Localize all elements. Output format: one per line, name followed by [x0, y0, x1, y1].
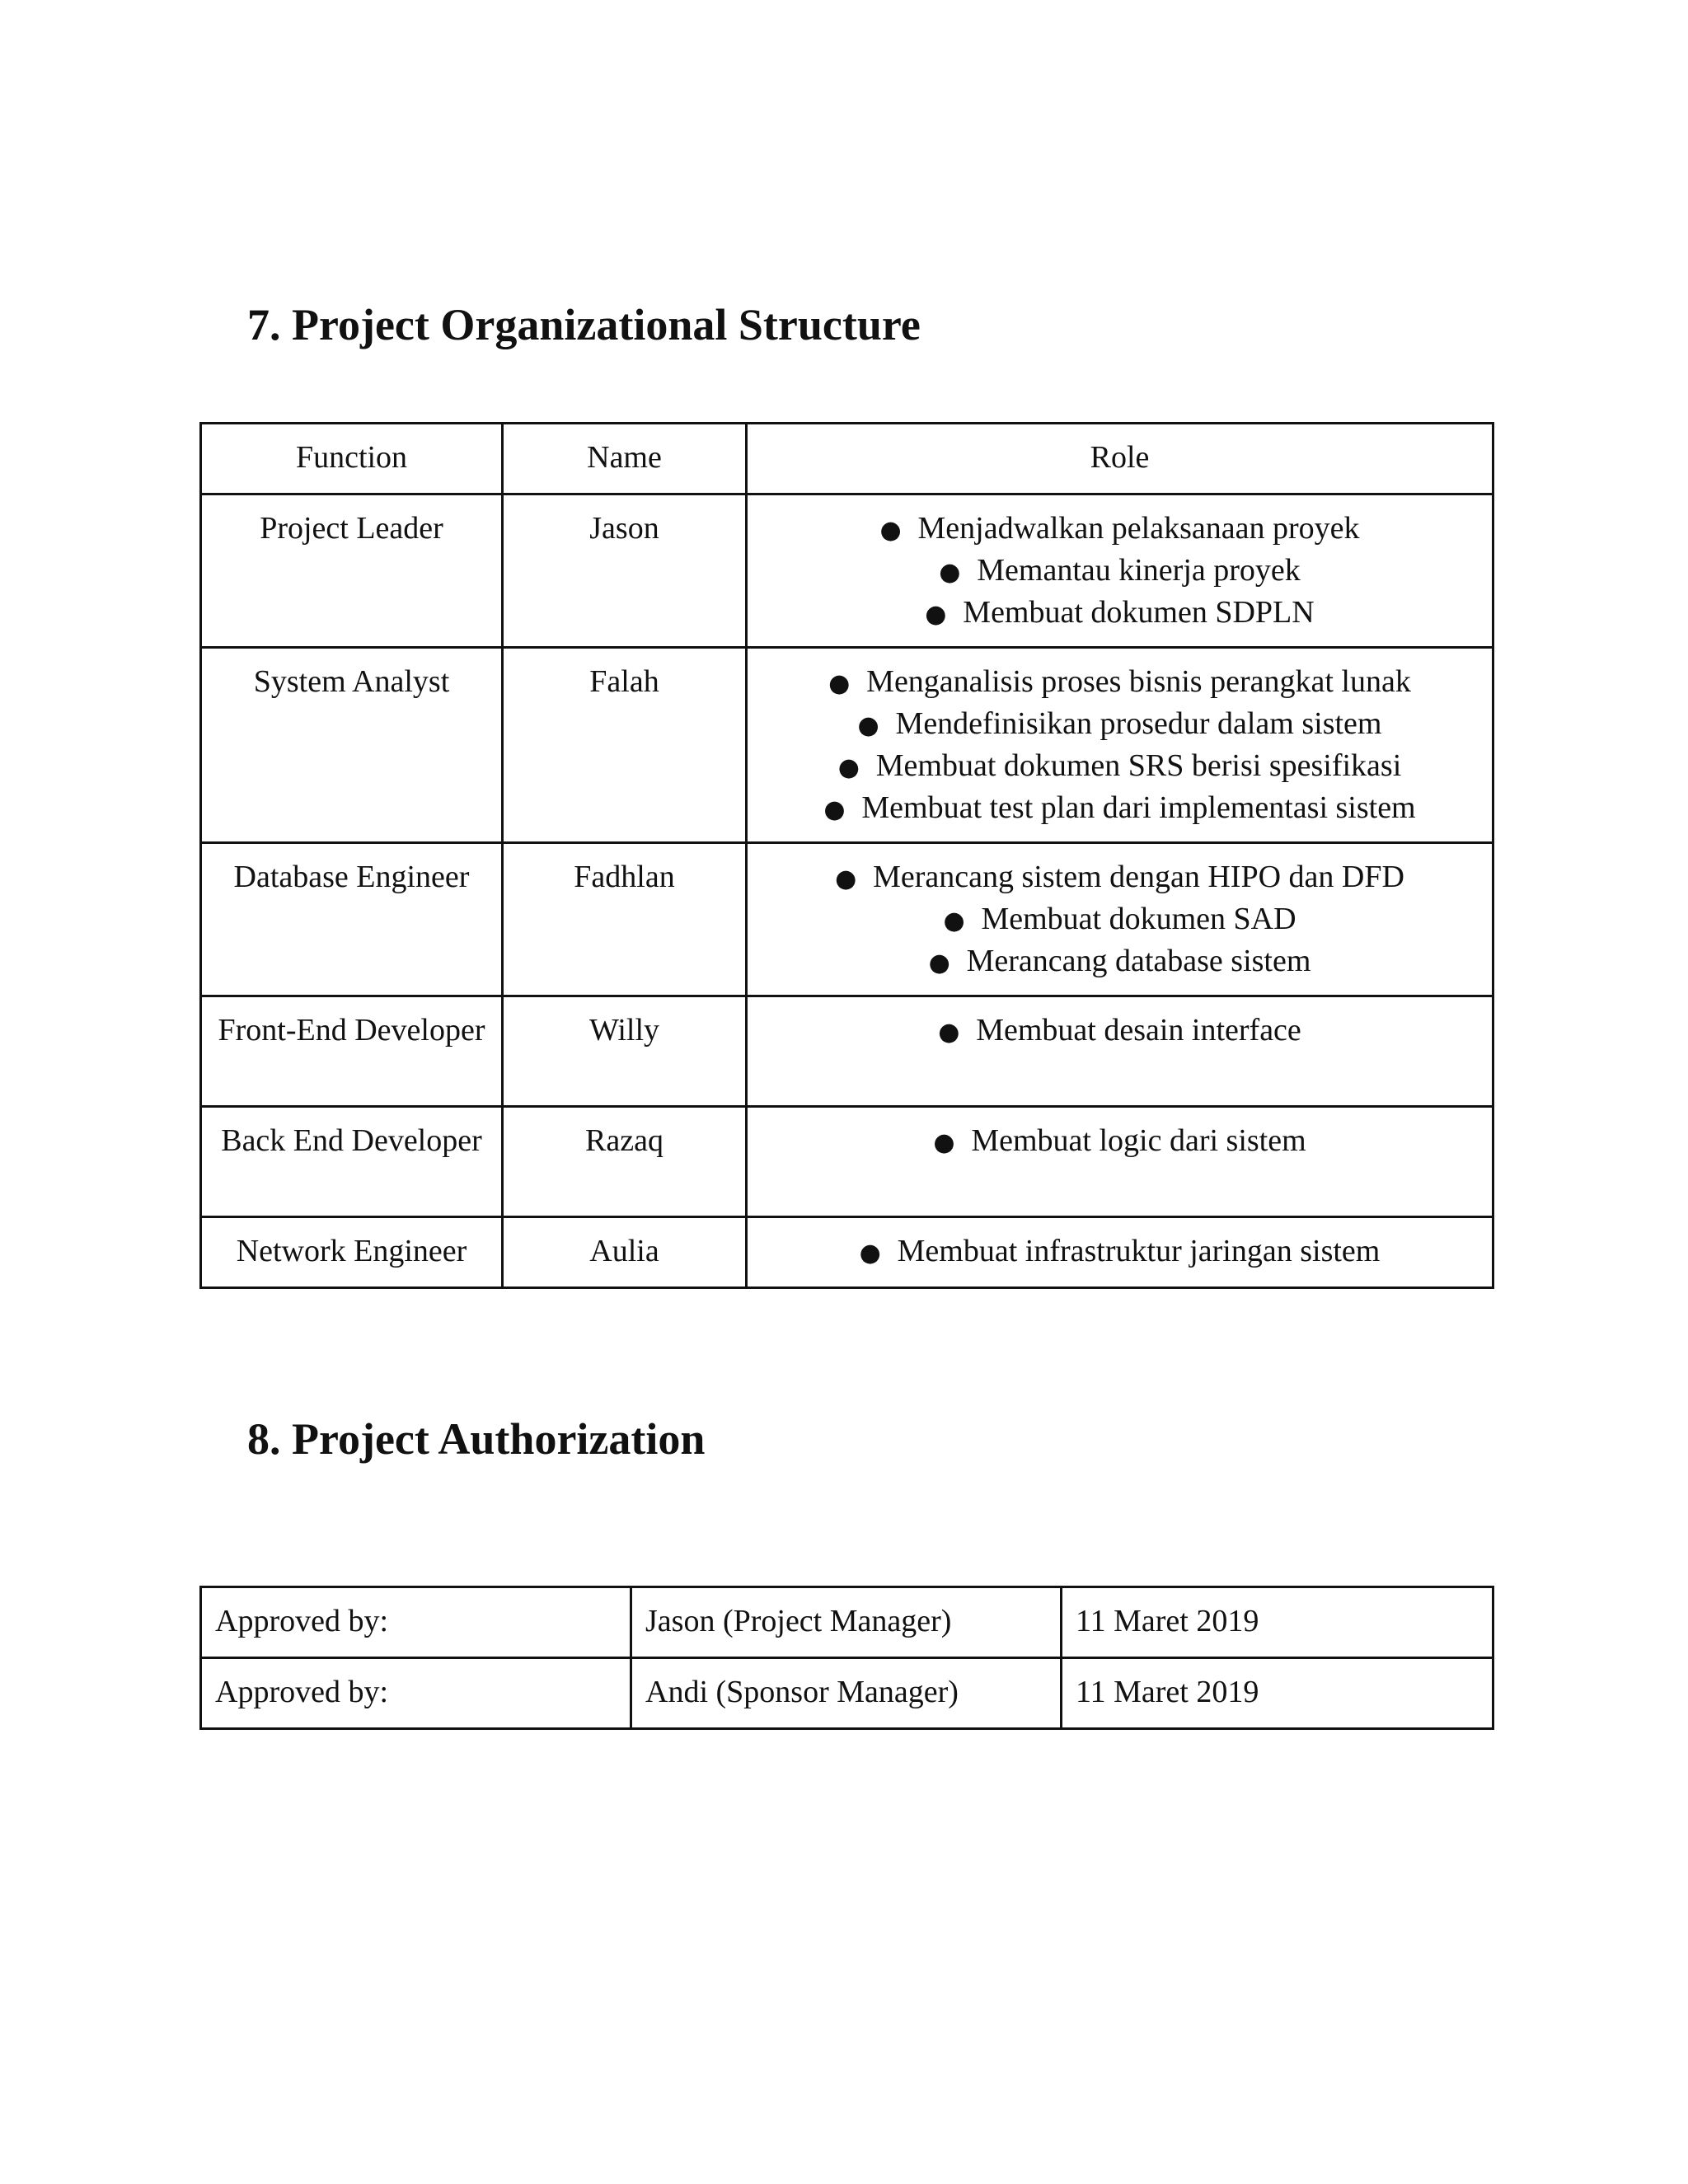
- role-text: Menjadwalkan pelaksanaan proyek: [917, 511, 1360, 546]
- name-cell: Willy: [503, 996, 747, 1107]
- role-cell: [747, 1107, 1493, 1217]
- role-list-item: [761, 746, 1479, 788]
- header-role: Role: [747, 424, 1493, 494]
- name-cell: Razaq: [503, 1107, 747, 1217]
- role-text: Menganalisis proses bisnis perangkat lunak: [866, 664, 1411, 699]
- bullet-icon: ●: [879, 516, 902, 545]
- role-text: Membuat dokumen SRS berisi spesifikasi: [875, 748, 1402, 783]
- role-list-item: [761, 1231, 1479, 1273]
- bullet-icon: ●: [859, 1239, 881, 1268]
- organizational-structure-table: [199, 422, 1494, 1289]
- role-cell: [747, 996, 1493, 1107]
- function-cell: Back End Developer: [201, 1107, 503, 1217]
- table-row: [201, 843, 1493, 996]
- function-cell: Network Engineer: [201, 1217, 503, 1288]
- role-text: Membuat dokumen SDPLN: [963, 595, 1315, 630]
- table-row: [201, 996, 1493, 1107]
- approved-by-label: Approved by:: [201, 1658, 631, 1729]
- approved-by-label: Approved by:: [201, 1587, 631, 1658]
- role-list-item: [761, 551, 1479, 593]
- role-list-item: [761, 509, 1479, 551]
- bullet-icon: ●: [835, 865, 857, 893]
- role-text: Membuat desain interface: [976, 1013, 1301, 1047]
- name-cell: Fadhlan: [503, 843, 747, 996]
- role-list-item: [761, 662, 1479, 704]
- function-cell: Database Engineer: [201, 843, 503, 996]
- bullet-icon: ●: [857, 711, 879, 740]
- role-list-item: [761, 1010, 1479, 1052]
- role-list-item: [761, 857, 1479, 899]
- role-list-item: [761, 899, 1479, 941]
- role-text: Membuat infrastruktur jaringan sistem: [897, 1234, 1381, 1268]
- role-list-item: [761, 593, 1479, 635]
- header-name: Name: [503, 424, 747, 494]
- table-row: [201, 494, 1493, 648]
- role-cell: [747, 648, 1493, 843]
- bullet-icon: ●: [938, 1018, 960, 1047]
- bullet-icon: ●: [925, 600, 947, 629]
- approver-name: Andi (Sponsor Manager): [631, 1658, 1062, 1729]
- approver-name: Jason (Project Manager): [631, 1587, 1062, 1658]
- name-cell: Falah: [503, 648, 747, 843]
- bullet-icon: ●: [837, 753, 860, 782]
- role-text: Merancang database sistem: [966, 944, 1311, 978]
- header-function: Function: [201, 424, 503, 494]
- function-cell: System Analyst: [201, 648, 503, 843]
- table-header-row: [201, 424, 1493, 494]
- approval-date: 11 Maret 2019: [1062, 1587, 1493, 1658]
- authorization-table: [199, 1586, 1494, 1730]
- authorization-row: [201, 1658, 1493, 1729]
- bullet-icon: ●: [928, 949, 950, 977]
- role-text: Membuat logic dari sistem: [971, 1123, 1306, 1158]
- role-text: Mendefinisikan prosedur dalam sistem: [895, 706, 1382, 741]
- role-cell: [747, 1217, 1493, 1288]
- bullet-icon: ●: [823, 795, 846, 824]
- name-cell: Aulia: [503, 1217, 747, 1288]
- role-text: Membuat test plan dari implementasi sistem: [861, 790, 1416, 825]
- function-cell: Project Leader: [201, 494, 503, 648]
- role-list-item: [761, 941, 1479, 983]
- role-list-item: [761, 1121, 1479, 1163]
- table-row: [201, 1107, 1493, 1217]
- role-cell: [747, 843, 1493, 996]
- role-list-item: [761, 704, 1479, 746]
- section-8-heading: 8. Project Authorization: [247, 1414, 706, 1464]
- bullet-icon: ●: [933, 1128, 955, 1157]
- table-row: [201, 1217, 1493, 1288]
- name-cell: Jason: [503, 494, 747, 648]
- bullet-icon: ●: [828, 669, 851, 698]
- function-cell: Front-End Developer: [201, 996, 503, 1107]
- section-7-heading: 7. Project Organizational Structure: [247, 300, 921, 349]
- role-list-item: [761, 788, 1479, 830]
- authorization-row: [201, 1587, 1493, 1658]
- bullet-icon: ●: [943, 907, 965, 935]
- approval-date: 11 Maret 2019: [1062, 1658, 1493, 1729]
- role-text: Membuat dokumen SAD: [981, 902, 1296, 936]
- bullet-icon: ●: [939, 558, 961, 587]
- role-text: Memantau kinerja proyek: [977, 553, 1301, 588]
- table-row: [201, 648, 1493, 843]
- role-cell: [747, 494, 1493, 648]
- role-text: Merancang sistem dengan HIPO dan DFD: [873, 860, 1404, 894]
